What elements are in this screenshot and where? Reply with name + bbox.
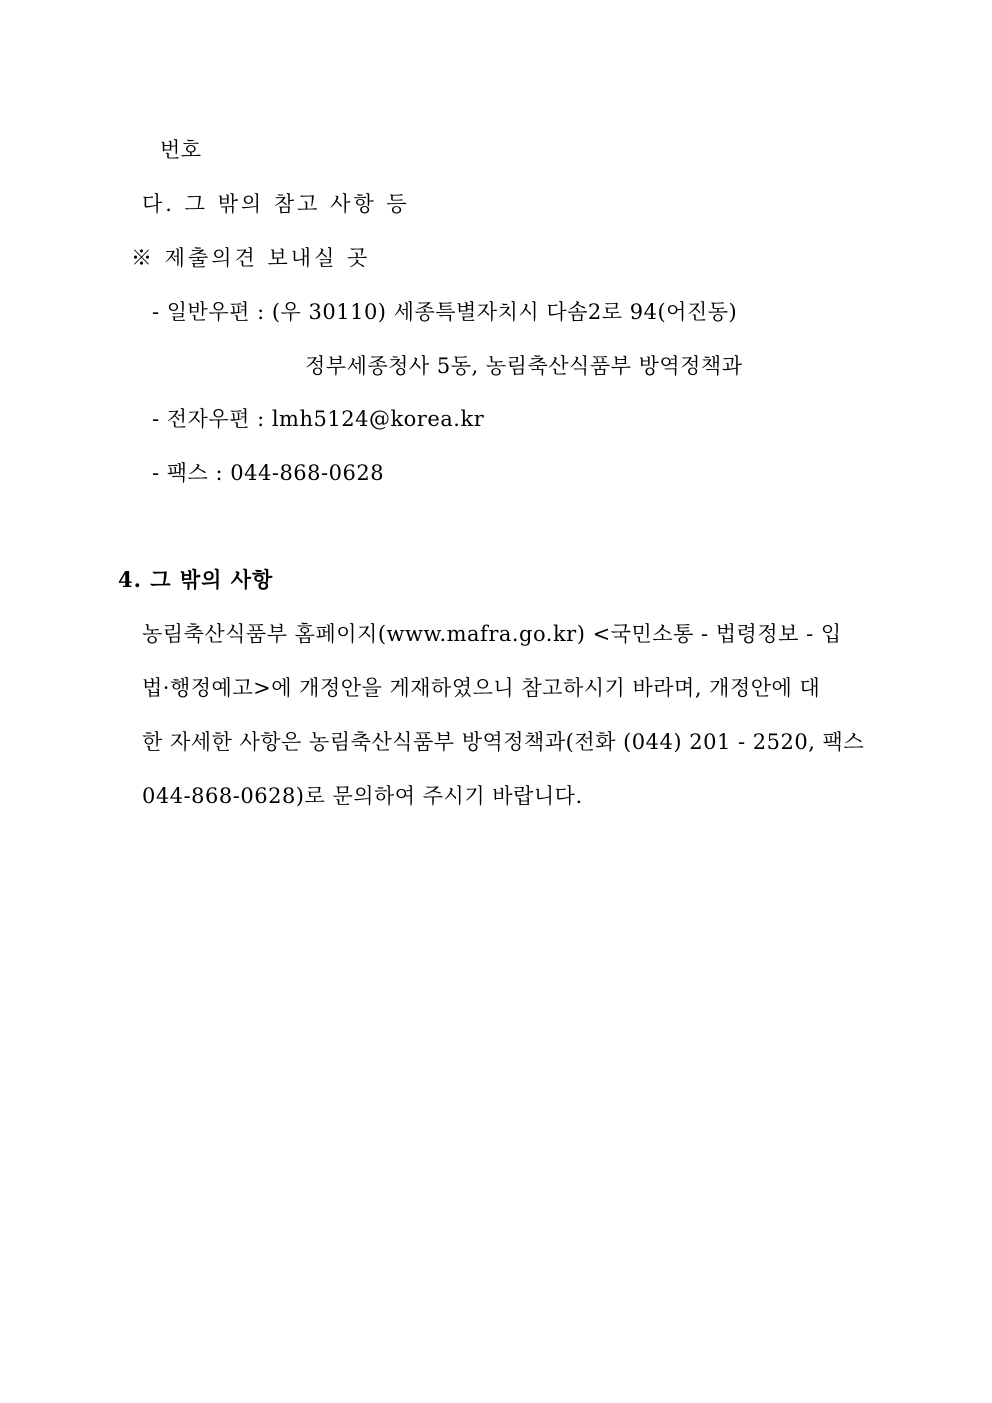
fax-line: - 팩스 : 044-868-0628: [152, 461, 385, 485]
submission-address-header: ※ 제출의견 보내실 곳: [131, 246, 371, 270]
postal-mail-line-continued: 정부세종청사 5동, 농림축산식품부 방역정책과: [305, 354, 743, 378]
item-other-references: 다. 그 밖의 참고 사항 등: [142, 192, 410, 216]
item-number-continuation: 번호: [160, 138, 202, 162]
section-4-paragraph-line-4: 044-868-0628)로 문의하여 주시기 바랍니다.: [142, 784, 583, 808]
section-4-paragraph-line-2: 법·행정예고>에 개정안을 게재하였으니 참고하시기 바라며, 개정안에 대: [142, 676, 821, 700]
section-4-paragraph-line-1: 농림축산식품부 홈페이지(www.mafra.go.kr) <국민소통 - 법령정보 - 입: [142, 622, 842, 646]
postal-mail-line: - 일반우편 : (우 30110) 세종특별자치시 다솜2로 94(어진동): [152, 300, 738, 324]
section-4-heading: 4. 그 밖의 사항: [118, 567, 274, 592]
email-line: - 전자우편 : lmh5124@korea.kr: [152, 407, 485, 431]
section-4-paragraph-line-3: 한 자세한 사항은 농림축산식품부 방역정책과(전화 (044) 201 - 2520, 팩스: [142, 730, 865, 754]
